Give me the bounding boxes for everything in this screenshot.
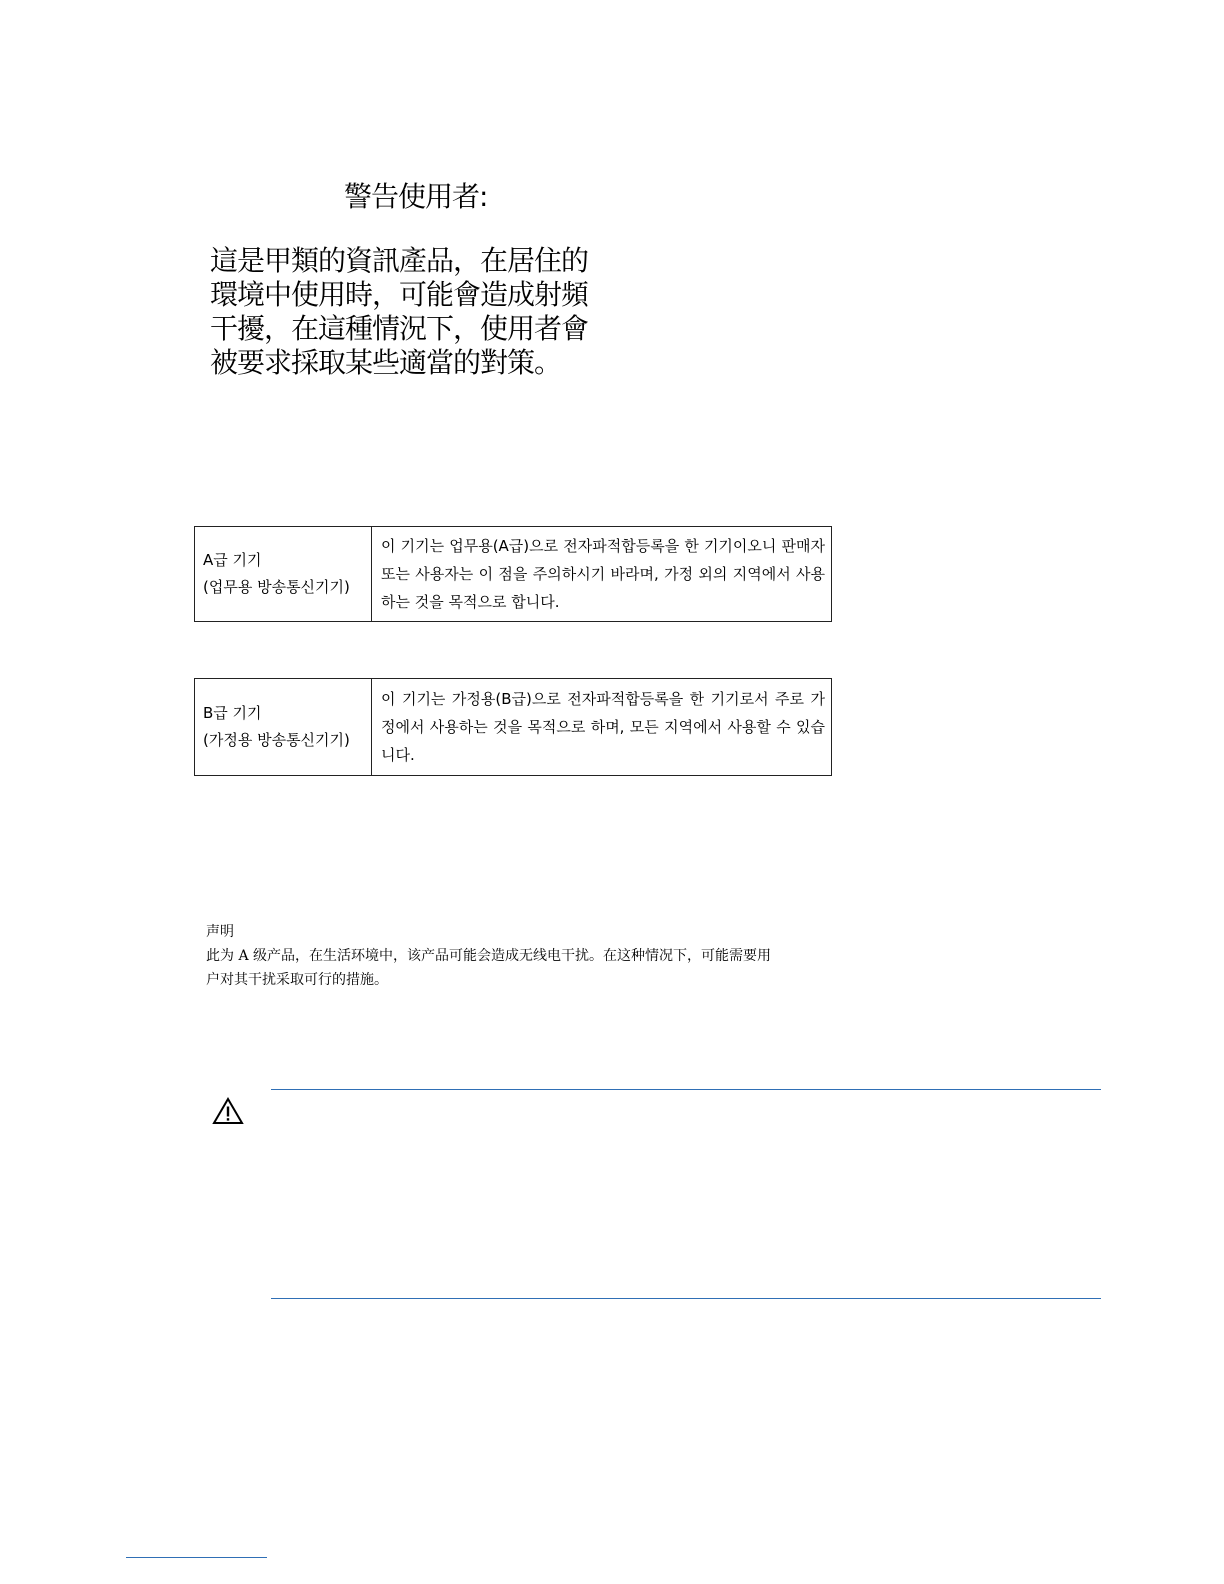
china-statement-line-2: 户对其干扰采取可行的措施。 [206,972,388,988]
warning-triangle-icon [212,1097,244,1125]
korea-class-a-label-line-1: A급 기기 [203,551,262,569]
caution-bottom-rule [271,1298,1101,1299]
korea-class-b-table [194,678,832,776]
korea-class-a-description: 이 기기는 업무용(A급)으로 전자파적합등록을 한 기기이오니 판매자 또는 사용자는 이 점을 주의하시기 바라며, 가정 외의 지역에서 사용하는 것을 목적으로 합니다. [372,527,832,622]
caution-top-rule [271,1089,1101,1090]
taiwan-warning-title: 警告使用者: [344,180,488,213]
table-row [195,527,832,622]
taiwan-warning-line: 被要求採取某些適當的對策。 [210,346,562,379]
korea-class-b-label-line-2: (가정용 방송통신기기) [203,731,350,749]
korea-class-a-label [195,527,372,622]
taiwan-warning-line: 這是甲類的資訊產品，在居住的 [210,244,589,277]
china-statement [206,920,846,992]
footer-rule [126,1557,267,1558]
taiwan-warning-line: 干擾，在這種情況下，使用者會 [210,312,589,345]
table-row [195,679,832,776]
taiwan-warning-line: 環境中使用時，可能會造成射頻 [210,278,589,311]
korea-class-b-label [195,679,372,776]
china-statement-line-1: 此为 A 级产品，在生活环境中，该产品可能会造成无线电干扰。在这种情况下，可能需要用 [206,948,772,964]
china-statement-heading: 声明 [206,924,234,940]
taiwan-warning-body [210,244,630,380]
korea-class-a-label-line-2: (업무용 방송통신기기) [203,578,350,596]
korea-class-b-label-line-1: B급 기기 [203,704,262,722]
korea-class-a-table [194,526,832,622]
korea-class-b-description: 이 기기는 가정용(B급)으로 전자파적합등록을 한 기기로서 주로 가정에서 사용하는 것을 목적으로 하며, 모든 지역에서 사용할 수 있습니다. [372,679,832,776]
